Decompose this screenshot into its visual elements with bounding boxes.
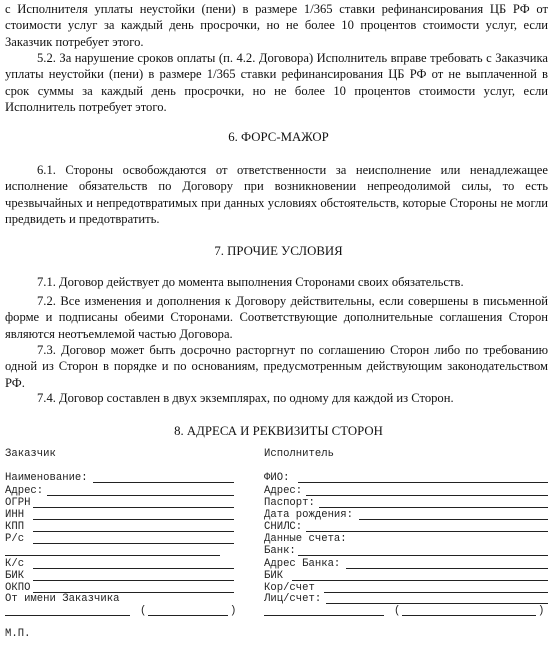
customer-title: Заказчик [5,448,56,460]
customer-bik-label: БИК [5,570,25,582]
paragraph-7-1: 7.1. Договор действует до момента выполнения Сторонами своих обязательств. [37,275,464,289]
customer-ks-field[interactable] [5,559,240,570]
contractor-snils-label: СНИЛС: [264,521,303,533]
paragraph-5-1-tail: с Исполнителя уплаты неустойки (пени) в размере 1/365 ставки рефинансирования ЦБ РФ от стоимости услуг за каждый день просрочки, но не более 10 процентов стоимости услуг, если Заказчик потребует этого. [5,2,548,49]
section-heading-6: 6. ФОРС-МАЖОР [228,130,329,144]
contractor-bank-field[interactable] [264,546,554,557]
customer-rs-field[interactable] [5,534,240,545]
customer-name-field[interactable] [5,473,240,484]
contractor-bank-line[interactable] [298,555,548,556]
contractor-fio-field[interactable] [264,473,554,484]
contractor-sign-close-paren: ) [538,605,545,617]
contractor-address-label: Адрес: [264,485,303,497]
contractor-fio-label: ФИО: [264,472,290,484]
contractor-personal-line[interactable] [326,603,548,604]
customer-inn-label: ИНН [5,509,25,521]
contractor-kor-label: Кор/счет [264,582,315,594]
contractor-address-line[interactable] [306,495,548,496]
customer-ogrn-field[interactable] [5,498,240,509]
contractor-address-field[interactable] [264,486,554,497]
customer-rs-continuation-field[interactable] [5,546,240,557]
customer-signature-name-line[interactable] [148,615,228,616]
stamp-place-label: М.П. [5,628,31,640]
paragraph-5-2: 5.2. За нарушение сроков оплаты (п. 4.2. Договора) Исполнитель вправе требовать с Заказчика уплаты неустойки (пени) в размере 1/365 ставки рефинансирования ЦБ РФ от не выплаченной в срок суммы за каждый день просрочки, но не более 10 процентов стоимости услуг, если Исполнитель потребует этого. [5,51,548,114]
paragraph-7-2: 7.2. Все изменения и дополнения к Договору действительны, если совершены в письменной форме и подписаны обеими Сторонами. Соответствующие дополнительные соглашения Сторон являются неотъемлемой частью Договора. [5,294,548,341]
customer-sign-open-paren: ( [140,605,147,617]
customer-bik-line[interactable] [33,580,234,581]
customer-kpp-line[interactable] [33,531,234,532]
contractor-bank-label: Банк: [264,545,296,557]
contractor-passport-label: Паспорт: [264,497,315,509]
customer-rs-label: Р/с [5,533,25,545]
contractor-signature-name-line[interactable] [402,615,536,616]
contractor-account-data-label: Данные счета: [264,533,347,545]
customer-kpp-label: КПП [5,521,25,533]
contractor-snils-line[interactable] [306,531,548,532]
customer-inn-field[interactable] [5,510,240,521]
contractor-bank-address-field[interactable] [264,559,554,570]
customer-okpo-label: ОКПО [5,582,31,594]
paragraph-7-4: 7.4. Договор составлен в двух экземплярах, по одному для каждой из Сторон. [37,391,454,405]
contractor-kor-line[interactable] [324,592,548,593]
customer-signature-line[interactable] [5,615,130,616]
contractor-bik-line[interactable] [292,580,548,581]
contractor-birth-line[interactable] [359,519,548,520]
section-heading-7: 7. ПРОЧИЕ УСЛОВИЯ [214,244,343,258]
section-heading-8: 8. АДРЕСА И РЕКВИЗИТЫ СТОРОН [174,424,383,438]
customer-name-label: Наименование: [5,472,88,484]
contractor-bik-field[interactable] [264,571,554,582]
contractor-birth-label: Дата рождения: [264,509,354,521]
customer-ks-line[interactable] [33,568,234,569]
paragraph-7-3: 7.3. Договор может быть досрочно расторгнут по соглашению Сторон либо по требованию одной из Сторон в порядке и по основаниям, предусмотренным действующим законодательством РФ. [5,343,548,390]
contractor-passport-line[interactable] [319,507,548,508]
customer-rs-continuation-line[interactable] [5,555,220,556]
contractor-sign-open-paren: ( [394,605,401,617]
contractor-signature-field[interactable] [264,606,554,617]
contractor-title: Исполнитель [264,448,334,460]
contractor-personal-label: Лиц/счет: [264,593,322,605]
customer-ogrn-label: ОГРН [5,497,31,509]
customer-inn-line[interactable] [33,519,234,520]
contractor-bik-label: БИК [264,570,284,582]
paragraph-6-1: 6.1. Стороны освобождаются от ответственности за неисполнение или ненадлежащее исполнение обязательств по Договору при возникновении непреодолимой силы, то есть чрезвычайных и непредотвратимых при данных условиях обстоятельств, которые Стороны не могли предвидеть и предотвратить. [5,163,548,226]
customer-ks-label: К/с [5,558,25,570]
customer-ogrn-line[interactable] [33,507,234,508]
contractor-birth-field[interactable] [264,510,554,521]
customer-kpp-field[interactable] [5,522,240,533]
customer-sign-close-paren: ) [230,605,237,617]
contractor-bank-address-label: Адрес Банка: [264,558,341,570]
contractor-bank-address-line[interactable] [346,568,548,569]
customer-address-field[interactable] [5,486,240,497]
customer-address-line[interactable] [47,495,234,496]
customer-on-behalf-label: От имени Заказчика [5,593,120,605]
contractor-passport-field[interactable] [264,498,554,509]
customer-rs-line[interactable] [33,543,234,544]
contractor-personal-field[interactable] [264,594,554,605]
customer-address-label: Адрес: [5,485,44,497]
contractor-snils-field[interactable] [264,522,554,533]
customer-name-line[interactable] [93,482,234,483]
customer-signature-field[interactable] [5,606,240,617]
customer-bik-field[interactable] [5,571,240,582]
contractor-fio-line[interactable] [298,482,548,483]
contractor-signature-line[interactable] [264,615,384,616]
